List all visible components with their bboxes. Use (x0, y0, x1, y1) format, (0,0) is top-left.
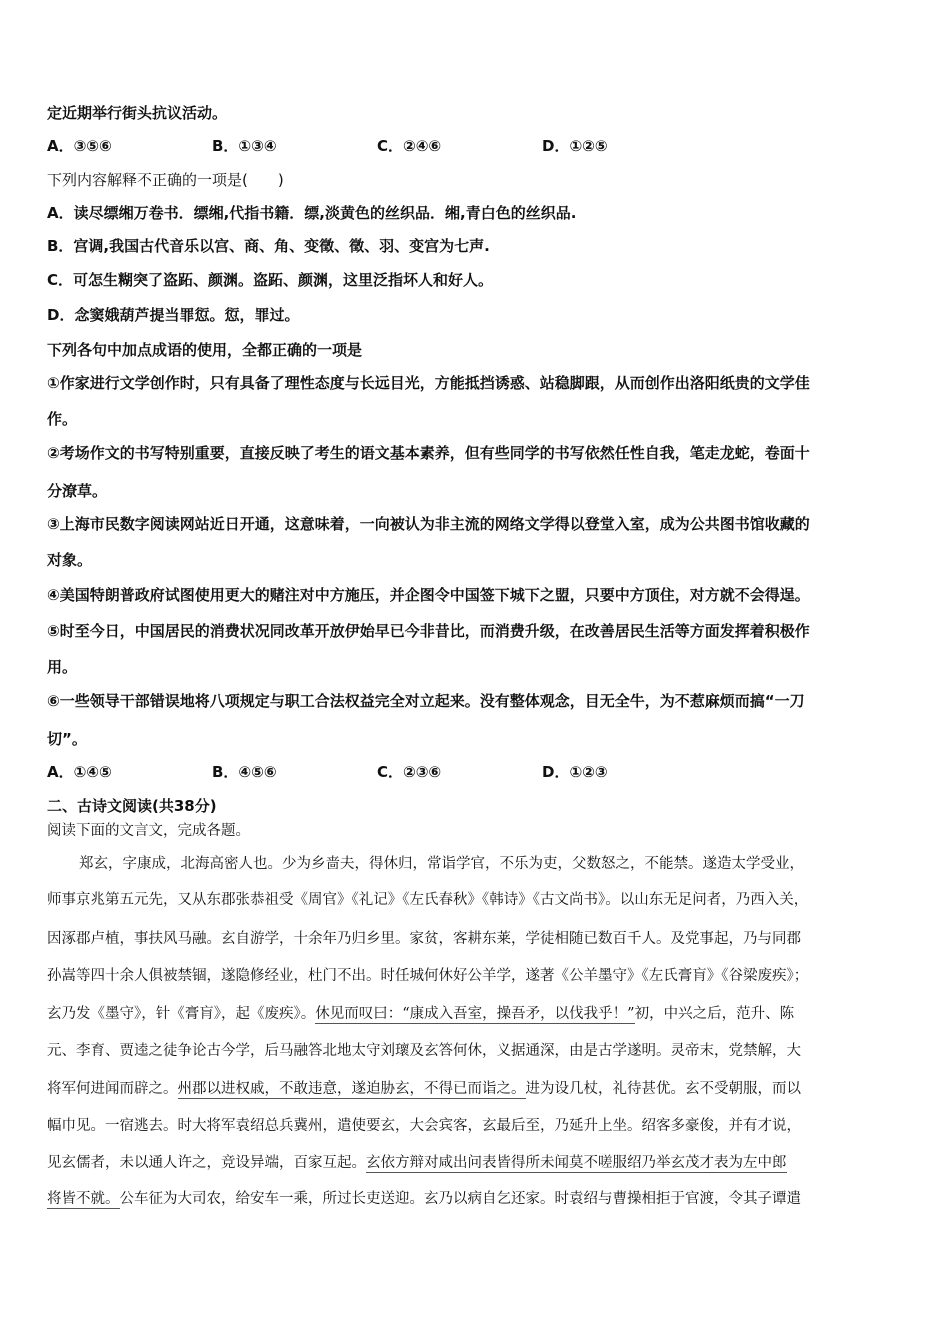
sentence-item: 作。 (47, 410, 78, 428)
sentence-item: ⑥一些领导干部错误地将八项规定与职工合法权益完全对立起来。没有整体观念，目无全牛，为不惹麻烦而搞“一刀 (47, 692, 805, 710)
option-b: B．宫调,我国古代音乐以宫、商、角、变徵、徵、羽、变宫为七声. (47, 237, 490, 255)
underlined-sentence: 休见而叹曰：“康成入吾室，操吾矛，以伐我乎！” (315, 1006, 635, 1022)
text-segment: 将军何进闻而辟之。 (47, 1081, 178, 1097)
option-d: D．①②⑤ (542, 137, 608, 155)
classical-text-line: 郑玄，字康成，北海高密人也。少为乡啬夫，得休归，常诣学官，不乐为吏，父数怒之，不能禁。遂造太学受业， (79, 856, 804, 872)
sentence-item: ④美国特朗普政府试图使用更大的赌注对中方施压，并企图令中国签下城下之盟，只要中方顶住，对方就不会得逞。 (47, 586, 810, 604)
sentence-item: 切”。 (47, 730, 87, 748)
sentence-item: 对象。 (47, 551, 93, 569)
classical-text-line (47, 1004, 794, 1024)
sentence-item: ②考场作文的书写特别重要，直接反映了考生的语文基本素养，但有些同学的书写依然任性自我，笔走龙蛇，卷面十 (47, 444, 810, 462)
text-segment: 见玄儒者，未以通人许之，竞设异端，百家互起。 (47, 1155, 366, 1171)
sentence-item: ③上海市民数字阅读网站近日开通，这意味着，一向被认为非主流的网络文学得以登堂入室，成为公共图书馆收藏的 (47, 515, 810, 533)
underlined-sentence: 将皆不就。 (47, 1191, 120, 1207)
option-b: B．④⑤⑥ (212, 763, 277, 781)
classical-text-line (47, 1189, 801, 1209)
instruction: 阅读下面的文言文，完成各题。 (47, 823, 250, 839)
sentence-item: ⑤时至今日，中国居民的消费状况同改革开放伊始早已今非昔比，而消费升级，在改善居民生活等方面发挥着积极作 (47, 622, 810, 640)
section-heading: 二、古诗文阅读(共38分) (47, 797, 217, 815)
option-d: D．①②③ (542, 763, 608, 781)
option-a: A．③⑤⑥ (47, 137, 112, 155)
classical-text-line (47, 1153, 787, 1173)
underlined-sentence: 玄依方辩对咸出问表皆得所未闻莫不嗟服绍乃举玄茂才表为左中郎 (366, 1155, 787, 1171)
text-segment: 玄乃发《墨守》，针《膏肓》，起《废疾》。 (47, 1006, 316, 1022)
text-segment: 公车征为大司农，给安车一乘，所过长吏送迎。玄乃以病自乞还家。时袁绍与曹操相拒于官渡，令其子谭遣 (119, 1191, 801, 1207)
option-c: C．可怎生糊突了盗跖、颜渊。盗跖、颜渊，这里泛指坏人和好人。 (47, 271, 494, 289)
classical-text-line: 孙嵩等四十余人俱被禁锢，遂隐修经业，杜门不出。时任城何休好公羊学，遂著《公羊墨守》《左氏膏肓》《谷梁废疾》； (47, 968, 809, 984)
text-line: 定近期举行街头抗议活动。 (47, 104, 228, 122)
classical-text-line: 元、李育、贾逵之徒争论古今学，后马融答北地太守刘瓌及玄答何休，义据通深，由是古学遂明。灵帝末，党禁解，大 (47, 1043, 801, 1059)
question-stem: 下列内容解释不正确的一项是( ) (47, 171, 284, 189)
classical-text-line: 幅巾见。一宿逃去。时大将军袁绍总兵冀州，遣使要玄，大会宾客，玄最后至，乃延升上坐。绍客多豪俊，并有才说， (47, 1118, 801, 1134)
underlined-sentence: 州郡以进权戚，不敢违意，遂迫胁玄，不得已而诣之。 (177, 1081, 526, 1097)
classical-text-line: 师事京兆第五元先，又从东郡张恭祖受《周官》《礼记》《左氏春秋》《韩诗》《古文尚书》。以山东无足问者，乃西入关， (47, 892, 809, 908)
sentence-item: 分潦草。 (47, 482, 108, 500)
classical-text-line: 因涿郡卢植，事扶风马融。玄自游学，十余年乃归乡里。家贫，客耕东莱，学徒相随已数百千人。及党事起，乃与同郡 (47, 931, 801, 947)
option-a: A．①④⑤ (47, 763, 112, 781)
text-segment: 进为设几杖，礼待甚优。玄不受朝服，而以 (525, 1081, 801, 1097)
text-segment: 初，中兴之后，范升、陈 (634, 1006, 795, 1022)
option-d: D．念窦娥葫芦提当罪愆。愆，罪过。 (47, 306, 300, 324)
option-b: B．①③④ (212, 137, 277, 155)
sentence-item: ①作家进行文学创作时，只有具备了理性态度与长远目光，方能抵挡诱惑、站稳脚跟，从而创作出洛阳纸贵的文学佳 (47, 374, 810, 392)
option-a: A．读尽缥缃万卷书．缥缃,代指书籍．缥,淡黄色的丝织品．缃,青白色的丝织品. (47, 204, 577, 222)
question-stem: 下列各句中加点成语的使用，全都正确的一项是 (47, 341, 363, 359)
sentence-item: 用。 (47, 658, 78, 676)
classical-text-line (47, 1079, 801, 1099)
option-c: C．②④⑥ (377, 137, 442, 155)
option-c: C．②③⑥ (377, 763, 442, 781)
